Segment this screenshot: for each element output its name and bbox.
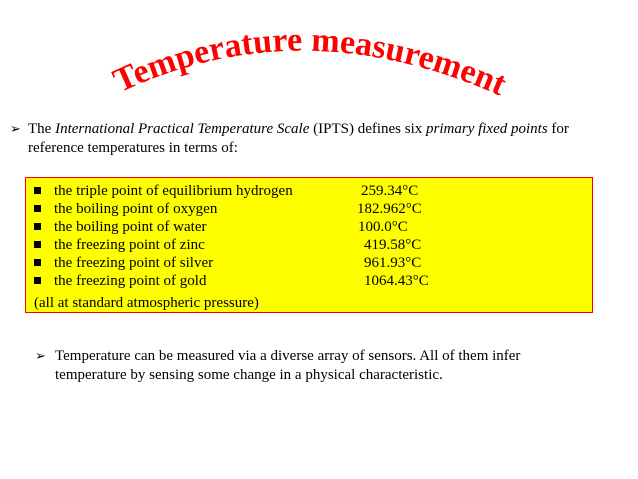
fixed-point-label: the boiling point of oxygen [54, 201, 218, 217]
fixed-point-value: 1064.43°C [364, 273, 429, 289]
fixed-point-value: 100.0°C [358, 219, 408, 235]
bullet-sensors [35, 347, 575, 385]
fixed-points-box [25, 177, 593, 313]
square-bullet-icon [34, 259, 41, 266]
bullet-ipts-text: The International Practical Temperature Scale (IPTS) defines six primary fixed points for reference temperatures in terms of: [28, 121, 569, 156]
square-bullet-icon [34, 241, 41, 248]
arrow-bullet-icon: ➢ [35, 349, 46, 364]
slide-title [0, 0, 638, 120]
fixed-point-value: 961.93°C [364, 255, 422, 271]
fixed-point-label: the freezing point of gold [54, 273, 207, 289]
square-bullet-icon [34, 277, 41, 284]
fixed-point-value: 259.34°C [361, 183, 419, 199]
fixed-point-label: the boiling point of water [54, 219, 207, 235]
fixed-point-value: 182.962°C [357, 201, 422, 217]
fixed-point-label: the freezing point of zinc [54, 237, 205, 253]
square-bullet-icon [34, 187, 41, 194]
fixed-point-label: the freezing point of silver [54, 255, 214, 271]
fixed-point-value: 419.58°C [364, 237, 422, 253]
bullet-sensors-text: Temperature can be measured via a diverse array of sensors. All of them infer temperature by sensing some change in a physical characteristic. [55, 348, 521, 383]
slide-title-text: Temperature measurement [107, 21, 512, 104]
pressure-note: (all at standard atmospheric pressure) [34, 295, 259, 311]
fixed-point-label: the triple point of equilibrium hydrogen [54, 183, 293, 199]
arrow-bullet-icon: ➢ [10, 122, 21, 137]
primary-fixed-points: primary fixed points [426, 121, 548, 137]
square-bullet-icon [34, 205, 41, 212]
ipts-name: International Practical Temperature Scale [55, 121, 310, 137]
square-bullet-icon [34, 223, 41, 230]
bullet-ipts [10, 120, 610, 158]
